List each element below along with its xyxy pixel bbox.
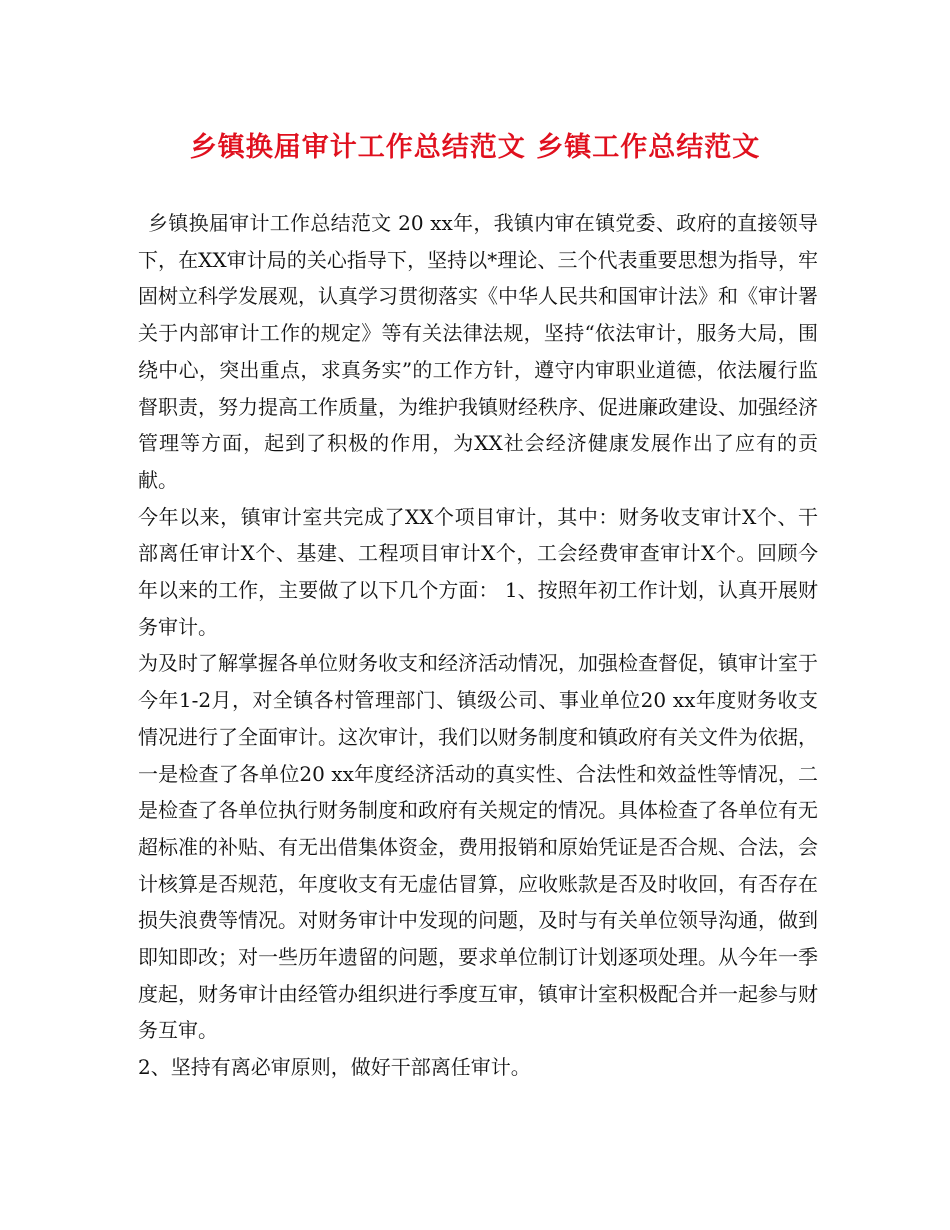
paragraph-departure-audit: 2、坚持有离必审原则，做好干部离任审计。	[138, 1055, 531, 1080]
paragraph-summary: 今年以来，镇审计室共完成了XX个项目审计，其中：财务收支审计X个、干部离任审计X个、基建、工程项目审计X个，工会经费审查审计X个。回顾今年以来的工作，主要做了以下几个方面： 1、按照年初工作计划，认真开展财务审计。	[138, 504, 818, 639]
paragraph-intro: 乡镇换届审计工作总结范文 20 xx年，我镇内审在镇党委、政府的直接领导下，在XX审计局的关心指导下，坚持以*理论、三个代表重要思想为指导，牢固树立科学发展观，认真学习贯彻落实《中华人民共和国审计法》和《审计署关于内部审计工作的规定》等有关法律法规，坚持“依法审计，服务大局，围绕中心，突出重点，求真务实”的工作方针，遵守内审职业道德，依法履行监督职责，努力提高工作质量，为维护我镇财经秩序、促进廉政建设、加强经济管理等方面，起到了积极的作用，为XX社会经济健康发展作出了应有的贡献。	[138, 211, 818, 492]
document-title: 乡镇换届审计工作总结范文 乡镇工作总结范文	[189, 132, 761, 163]
paragraph-financial-audit: 为及时了解掌握各单位财务收支和经济活动情况，加强检查督促，镇审计室于今年1-2月，对全镇各村管理部门、镇级公司、事业单位20 xx年度财务收支情况进行了全面审计。这次审计，我们以财务制度和镇政府有关文件为依据，一是检查了各单位20 xx年度经济活动的真实性、合法性和效益性等情况，二是检查了各单位执行财务制度和政府有关规定的情况。具体检查了各单位有无超标准的补贴、有无出借集体资金，费用报销和原始凭证是否合规、合法，会计核算是否规范，年度收支有无虚估冒算，应收账款是否及时收回，有否存在损失浪费等情况。对财务审计中发现的问题，及时与有关单位领导沟通，做到即知即改；对一些历年遗留的问题，要求单位制订计划逐项处理。从今年一季度起，财务审计由经管办组织进行季度互审，镇审计室积极配合并一起参与财务互审。	[138, 651, 818, 1043]
document-body	[138, 205, 818, 1086]
